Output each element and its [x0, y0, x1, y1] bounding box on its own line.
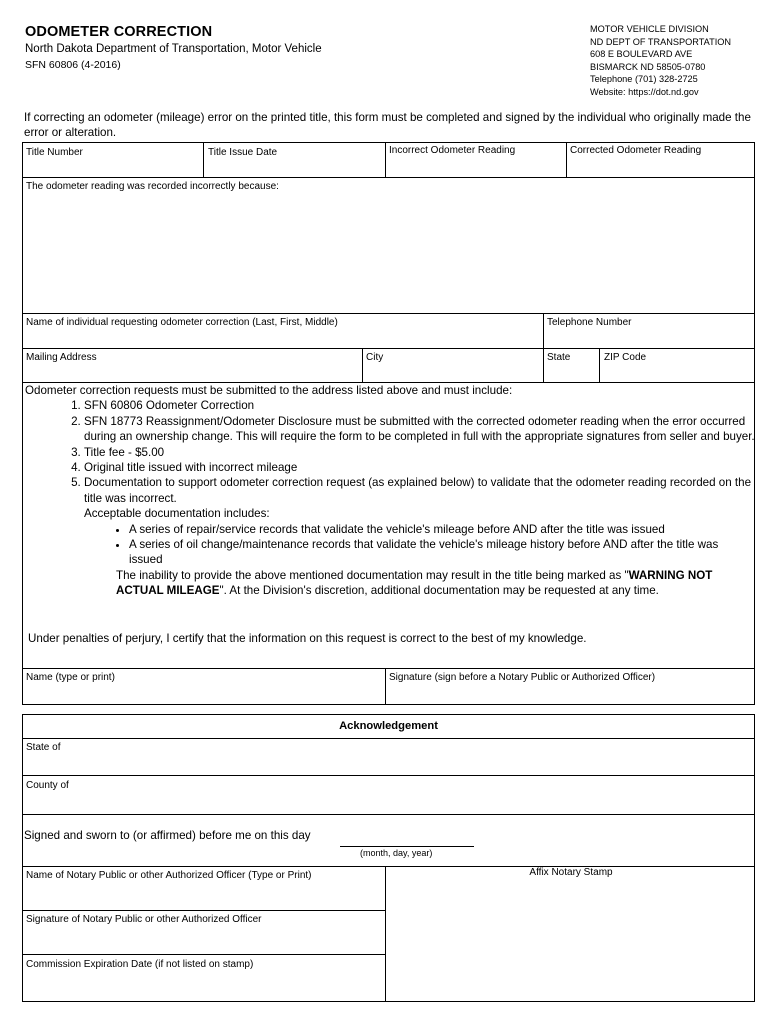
agency-line: 608 E BOULEVARD AVE: [590, 49, 693, 60]
signer-name-field[interactable]: Name (type or print): [26, 672, 115, 683]
commission-expiration-field[interactable]: Commission Expiration Date (if not listed on stamp): [26, 959, 254, 970]
corrected-odometer-field[interactable]: Corrected Odometer Reading: [570, 145, 702, 156]
divider: [22, 954, 386, 955]
divider: [22, 814, 755, 815]
divider: [362, 348, 363, 383]
warning-pre: The inability to provide the above mentioned documentation may result in the title being marked as ": [116, 568, 629, 582]
divider: [203, 142, 204, 178]
requester-name-field[interactable]: Name of individual requesting odometer correction (Last, First, Middle): [26, 317, 338, 328]
divider: [599, 348, 600, 383]
state-of-field[interactable]: State of: [26, 742, 61, 753]
list-item: • A series of repair/service records that validate the vehicle's mileage before AND after the title was issued: [129, 522, 755, 537]
date-format-hint: (month, day, year): [360, 848, 433, 858]
date-line[interactable]: [340, 846, 474, 847]
warning-bold: WARNING NOT ACTUAL MILEAGE: [116, 568, 713, 598]
form-title: ODOMETER CORRECTION: [25, 24, 213, 40]
requirements-list: [25, 398, 755, 598]
acceptable-docs-label: Acceptable documentation includes:: [84, 507, 270, 521]
form-subtitle: North Dakota Department of Transportation, Motor Vehicle: [25, 43, 322, 55]
title-issue-date-field[interactable]: Title Issue Date: [208, 147, 278, 158]
warning-note: [84, 568, 755, 599]
list-item: 2. SFN 18773 Reassignment/Odometer Disclosure must be submitted with the corrected odometer reading when the error occurred during an ownership change. This will require the form to be completed in full with the appropriate signatures from seller and buyer.: [84, 414, 755, 445]
divider: [22, 313, 755, 314]
divider: [22, 177, 755, 178]
requirements-section: [25, 383, 755, 599]
divider: [385, 668, 386, 705]
list-item-text: Documentation to support odometer correction request (as explained below) to validate that the odometer reading recorded on the title was incorrect.: [84, 476, 752, 505]
signer-signature-field[interactable]: Signature (sign before a Notary Public or Authorized Officer): [389, 672, 656, 683]
acknowledgement-title: Acknowledgement: [339, 720, 438, 732]
notary-name-field[interactable]: Name of Notary Public or other Authorized Officer (Type or Print): [26, 870, 312, 881]
notary-stamp-area[interactable]: Affix Notary Stamp: [529, 867, 613, 878]
form-number: SFN 60806 (4-2016): [25, 59, 121, 71]
divider: [22, 348, 755, 349]
title-number-field[interactable]: Title Number: [26, 147, 83, 158]
divider: [566, 142, 567, 178]
zip-field[interactable]: ZIP Code: [604, 352, 647, 363]
agency-line: MOTOR VEHICLE DIVISION: [590, 24, 709, 34]
requirements-intro: Odometer correction requests must be submitted to the address listed above and must include:: [25, 384, 513, 397]
state-field[interactable]: State: [547, 352, 571, 363]
list-item: 1. SFN 60806 Odometer Correction: [84, 398, 755, 413]
city-field[interactable]: City: [366, 352, 384, 363]
list-item: 3. Title fee - $5.00: [84, 445, 755, 460]
divider: [22, 910, 386, 911]
mailing-address-field[interactable]: Mailing Address: [26, 352, 97, 363]
intro-text: If correcting an odometer (mileage) error on the printed title, this form must be completed and signed by the individual who originally made the error or alteration.: [24, 111, 751, 139]
telephone-field[interactable]: Telephone Number: [547, 317, 632, 328]
incorrect-odometer-field[interactable]: Incorrect Odometer Reading: [389, 145, 516, 156]
agency-line: ND DEPT OF TRANSPORTATION: [590, 36, 732, 47]
notary-signature-field[interactable]: Signature of Notary Public or other Authorized Officer: [26, 914, 262, 925]
agency-address-block: [590, 23, 731, 99]
list-item: 4. Original title issued with incorrect mileage: [84, 460, 755, 475]
divider: [543, 313, 544, 349]
warning-post: ". At the Division's discretion, additional documentation may be requested at any time.: [219, 584, 659, 598]
reason-field[interactable]: The odometer reading was recorded incorrectly because:: [26, 181, 279, 192]
divider: [22, 775, 755, 776]
agency-line: Telephone (701) 328-2725: [590, 74, 698, 85]
divider: [22, 668, 755, 669]
divider: [543, 348, 544, 383]
county-of-field[interactable]: County of: [26, 780, 69, 791]
divider: [385, 866, 386, 1002]
list-item: [84, 475, 755, 598]
list-item: • A series of oil change/maintenance records that validate the vehicle's mileage history before AND after the title was issued: [129, 537, 755, 568]
divider: [385, 142, 386, 178]
divider: [22, 738, 755, 739]
sworn-statement: Signed and sworn to (or affirmed) before me on this day: [24, 829, 311, 842]
acceptable-docs-list: [84, 522, 755, 568]
agency-line: Website: https://dot.nd.gov: [590, 86, 699, 97]
agency-line: BISMARCK ND 58505-0780: [590, 61, 706, 72]
certification-text: Under penalties of perjury, I certify that the information on this request is correct to the best of my knowledge.: [28, 632, 587, 645]
